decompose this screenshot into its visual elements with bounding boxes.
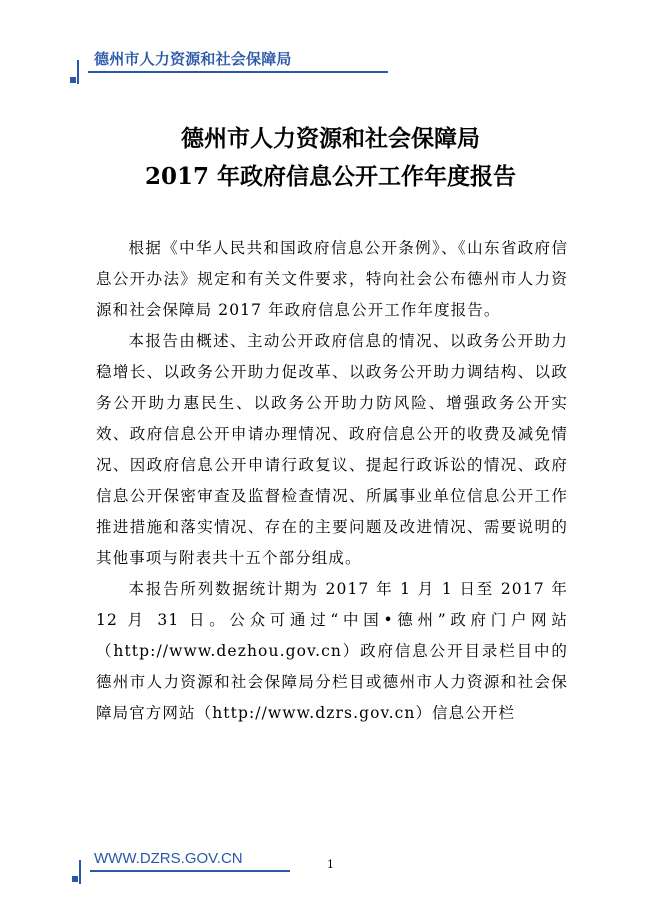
body-paragraph-3: 本报告所列数据统计期为 2017 年 1 月 1 日至 2017 年 12 月 31 日。公众可通过“中国•德州”政府门户网站（http://www.dezhou.gov.cn）政府信息公开目录栏目中的德州市人力资源和社会保障局分栏目或德州市人力资源和社会保障局官方网站（http://www.dzrs.gov.cn）信息公开栏 <box>96 580 568 722</box>
page-header <box>66 42 356 72</box>
footer-decoration-square <box>72 876 78 882</box>
report-title-line-2: 2017 年政府信息公开工作年度报告 <box>144 163 517 190</box>
report-body <box>96 233 568 729</box>
body-paragraph-2: 本报告由概述、主动公开政府信息的情况、以政务公开助力稳增长、以政务公开助力促改革、以政务公开助力调结构、以政务公开助力惠民生、以政务公开助力防风险、增强政务公开实效、政府信息公开申请办理情况、政府信息公开的收费及减免情况、因政府信息公开申请行政复议、提起行政诉讼的情况、政府信息公开保密审查及监督检查情况、所属事业单位信息公开工作推进措施和落实情况、存在的主要问题及改进情况、需要说明的其他事项与附表共十五个部分组成。 <box>96 332 568 567</box>
report-title-line-1: 德州市人力资源和社会保障局 <box>181 125 480 152</box>
header-underline <box>88 71 388 73</box>
body-paragraph-1: 根据《中华人民共和国政府信息公开条例》、《山东省政府信息公开办法》规定和有关文件要求，特向社会公布德州市人力资源和社会保障局 2017 年政府信息公开工作年度报告。 <box>96 239 568 319</box>
header-decoration-vertical-line <box>77 60 79 84</box>
header-decoration-square <box>70 77 76 83</box>
header-org-name: 德州市人力资源和社会保障局 <box>94 50 292 68</box>
footer-website: WWW.DZRS.GOV.CN <box>94 850 243 867</box>
page-number: 1 <box>327 858 334 871</box>
report-title <box>0 120 661 196</box>
